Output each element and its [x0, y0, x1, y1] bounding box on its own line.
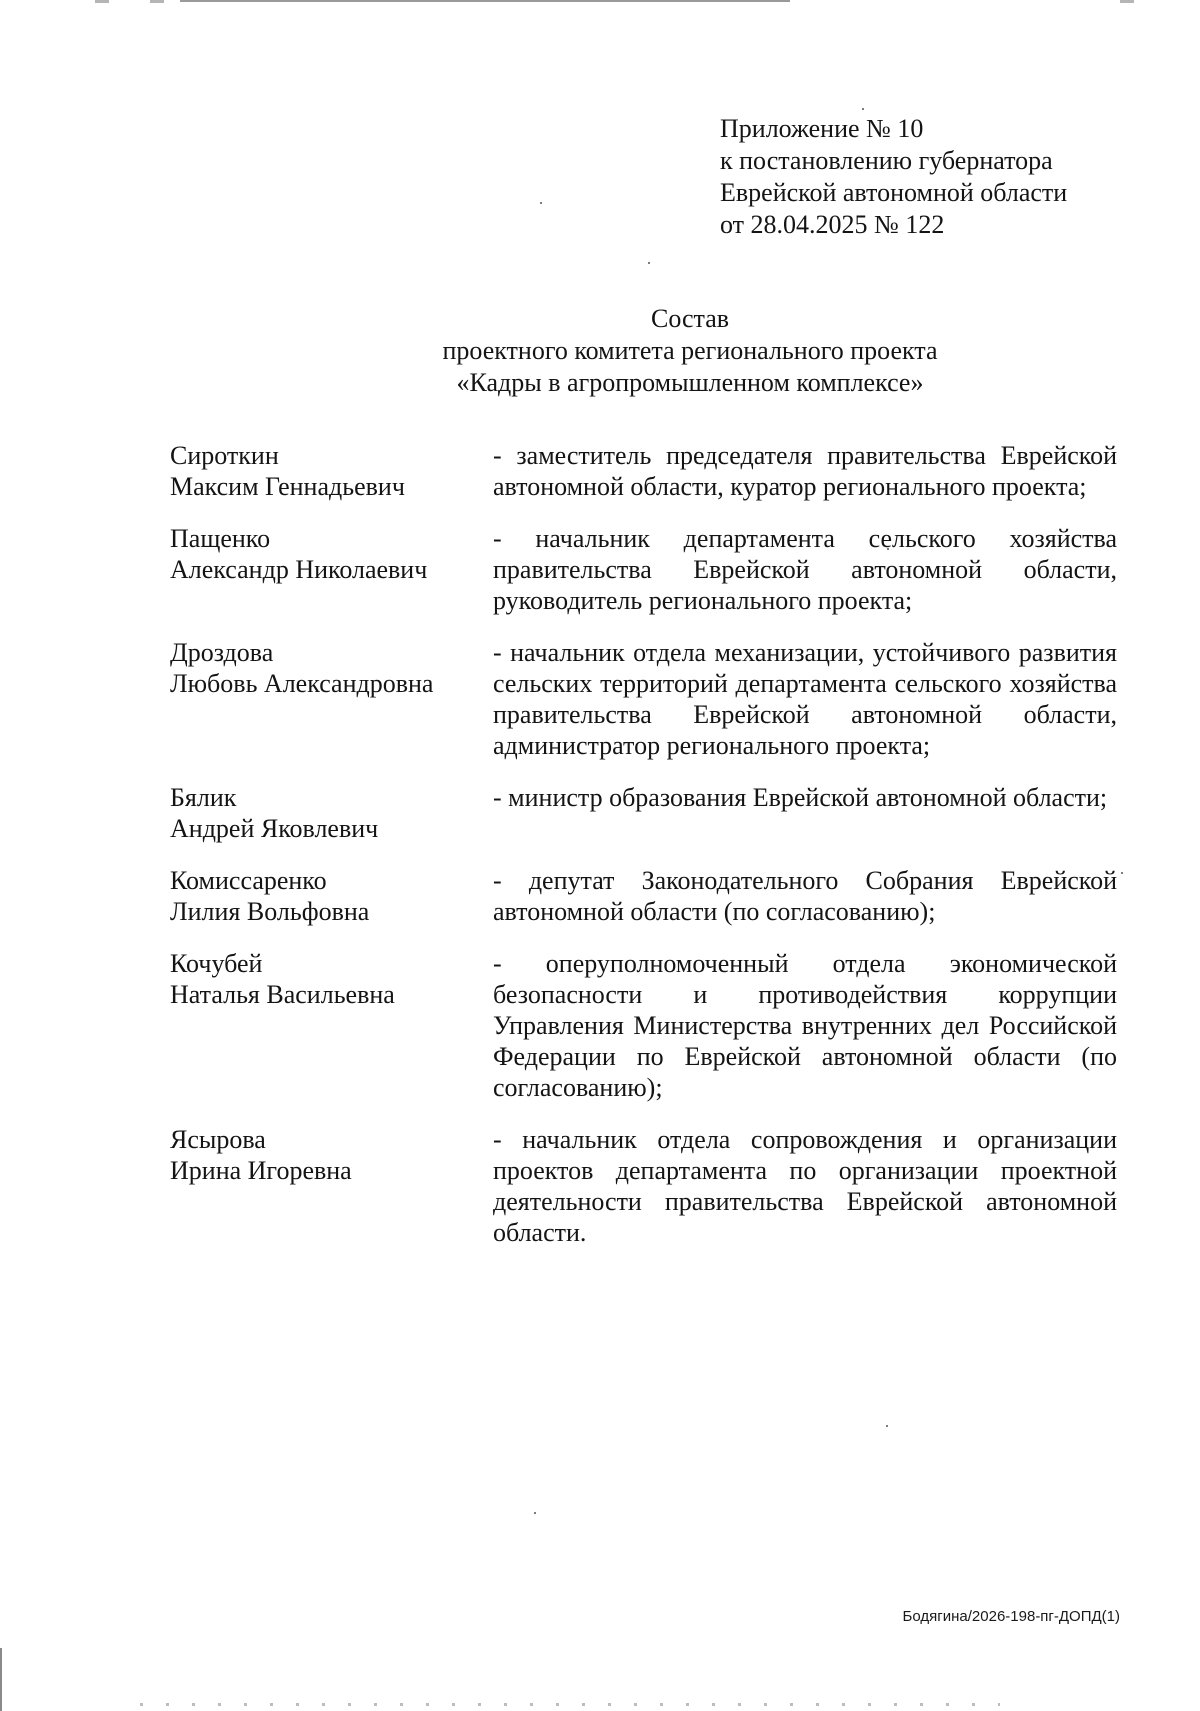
scan-artifact-top-tick	[150, 0, 164, 3]
member-role: - министр образования Еврейской автономной области;	[493, 783, 1108, 812]
scan-speck	[886, 1425, 888, 1427]
member-surname: Дроздова	[170, 638, 274, 667]
member-row	[170, 948, 1120, 1103]
scan-speck	[862, 108, 864, 110]
title-line-committee: проектного комитета регионального проекта	[442, 336, 938, 365]
scan-artifact-top-tick	[1120, 0, 1134, 3]
member-given-names: Ирина Игоревна	[170, 1156, 352, 1185]
member-given-names: Наталья Васильевна	[170, 980, 395, 1009]
scan-speck	[1121, 872, 1123, 874]
member-name	[170, 948, 493, 1103]
title-line-project: «Кадры в агропромышленном комплексе»	[456, 368, 924, 397]
member-row	[170, 1124, 1120, 1248]
member-given-names: Александр Николаевич	[170, 555, 428, 584]
member-name	[170, 865, 493, 927]
scan-speck	[648, 262, 650, 264]
member-row	[170, 637, 1120, 761]
scan-speck	[534, 1512, 536, 1514]
appendix-region: Еврейской автономной области	[720, 178, 1068, 207]
scan-artifact-top-tick	[95, 0, 109, 3]
scan-speck	[540, 202, 542, 204]
appendix-date: от 28.04.2025 № 122	[720, 210, 945, 239]
member-surname: Пащенко	[170, 524, 271, 553]
member-role: - начальник отдела сопровождения и организации проектов департамента по организации проектной деятельности правительства Еврейской автономной области.	[493, 1125, 1117, 1247]
member-given-names: Андрей Яковлевич	[170, 814, 379, 843]
document-title	[300, 303, 1080, 399]
member-role: - начальник отдела механизации, устойчивого развития сельских территорий департамента сельского хозяйства правительства Еврейской автономной области, администратор регионального проекта;	[493, 638, 1117, 760]
scan-artifact-bottom-dots	[140, 1703, 1000, 1706]
member-row	[170, 440, 1120, 502]
scan-artifact-left-edge	[0, 1648, 2, 1711]
member-surname: Сироткин	[170, 441, 279, 470]
member-name	[170, 440, 493, 502]
member-row	[170, 523, 1120, 616]
member-name	[170, 1124, 493, 1248]
member-role: - оперуполномоченный отдела экономической безопасности и противодействия коррупции Управления Министерства внутренних дел Российской Федерации по Еврейской автономной области (по согласованию);	[493, 949, 1117, 1102]
member-given-names: Максим Геннадьевич	[170, 472, 405, 501]
member-given-names: Любовь Александровна	[170, 669, 434, 698]
appendix-reference: к постановлению губернатора	[720, 146, 1053, 175]
member-name	[170, 637, 493, 761]
member-role: - начальник департамента сельского хозяйства правительства Еврейской автономной области, руководитель регионального проекта;	[493, 524, 1117, 615]
member-surname: Бялик	[170, 783, 237, 812]
member-given-names: Лилия Вольфовна	[170, 897, 370, 926]
member-surname: Кочубей	[170, 949, 263, 978]
member-role: - заместитель председателя правительства Еврейской автономной области, куратор регионального проекта;	[493, 441, 1117, 501]
member-surname: Ясырова	[170, 1125, 266, 1154]
member-name	[170, 782, 493, 844]
committee-members-list	[170, 440, 1120, 1248]
member-surname: Комиссаренко	[170, 866, 327, 895]
appendix-number: Приложение № 10	[720, 114, 924, 143]
member-name	[170, 523, 493, 616]
member-row	[170, 782, 1120, 844]
member-role: - депутат Законодательного Собрания Еврейской автономной области (по согласованию);	[493, 866, 1117, 926]
document-registration-code: Бодягина/2026-198-пг-ДОПД(1)	[902, 1608, 1120, 1625]
title-line-composition: Состав	[650, 304, 730, 333]
member-row	[170, 865, 1120, 927]
appendix-header	[720, 113, 1140, 241]
scan-artifact-top-line	[180, 0, 790, 2]
